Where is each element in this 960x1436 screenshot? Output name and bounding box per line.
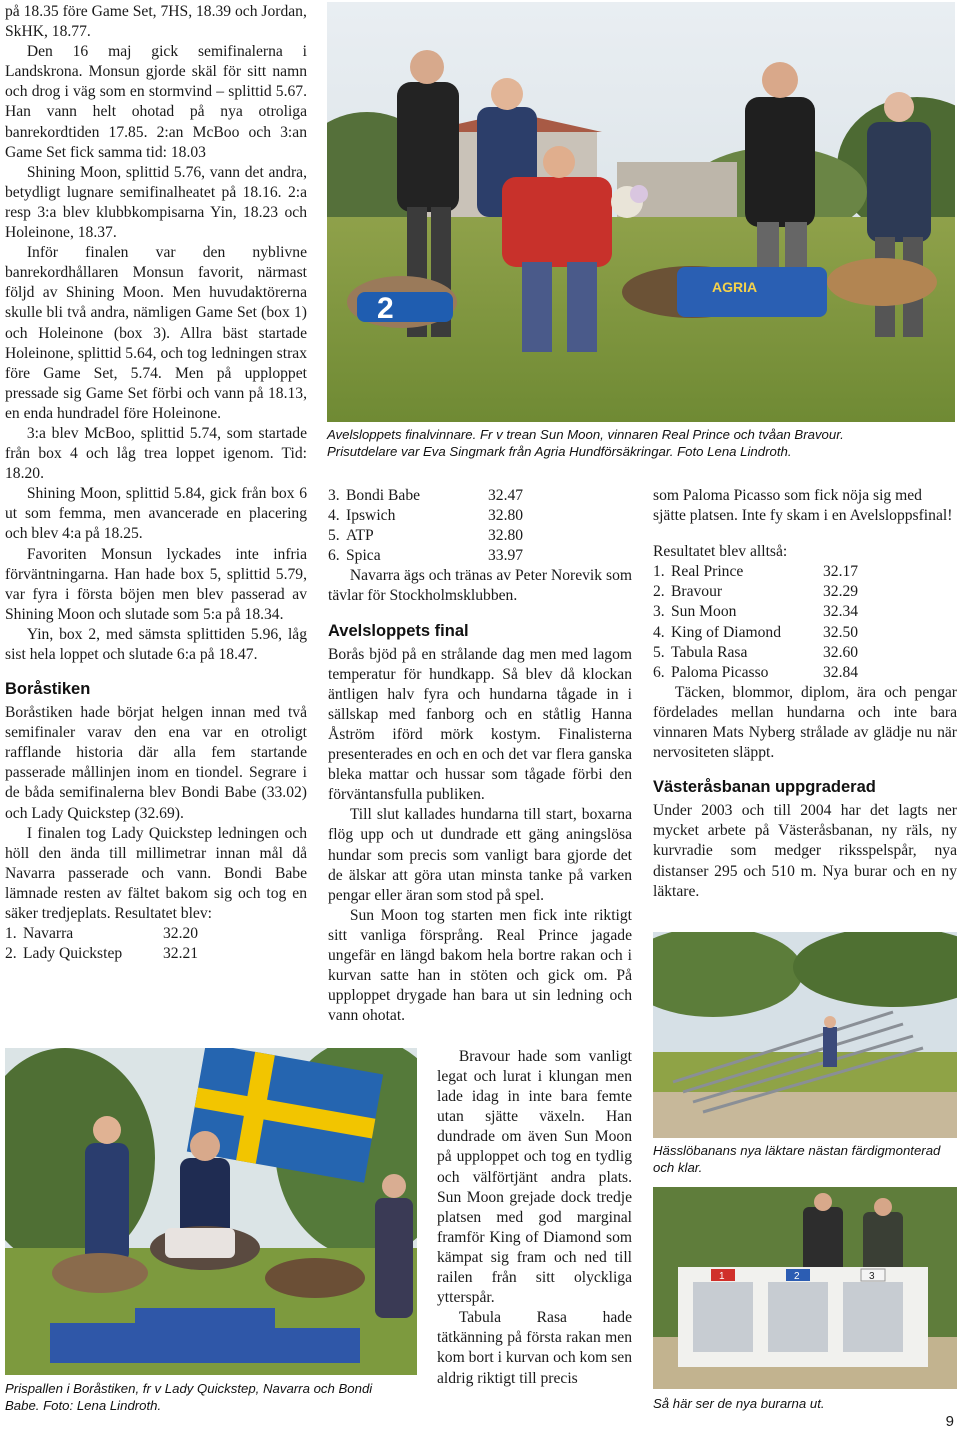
result-time: 32.29 xyxy=(823,583,859,601)
middle-p6: Tabula Rasa hade tätkänning på första rakan men kom bort i kurvan och kom sen aldrig riktigt till precis xyxy=(437,1309,632,1387)
right-p2: Resultatet blev alltså: xyxy=(653,543,788,561)
result-row xyxy=(653,562,885,582)
result-name: Real Prince xyxy=(671,563,744,581)
result-name: Lady Quickstep xyxy=(23,945,123,963)
left-p9: Boråstiken hade börjat helgen innan med två semifinaler varav den ena var en otroligt rafflande historia där alla fem startande passerade mållinjen inom en tiondel. Segrare i de båda semifinalerna blev Bondi Babe (33.02) och Lady Quickstep (32.69). xyxy=(5,704,307,822)
result-rank: 1. xyxy=(653,563,665,581)
result-time: 32.47 xyxy=(488,487,524,504)
heading-borastiken: Boråstiken xyxy=(5,680,91,699)
result-rank: 3. xyxy=(328,487,340,504)
result-name: Paloma Picasso xyxy=(671,663,769,681)
blanket-number: 2 xyxy=(377,292,394,325)
photo-burar-caption: Så här ser de nya burarna ut. xyxy=(653,1396,825,1411)
result-row xyxy=(653,663,885,683)
result-row xyxy=(328,506,550,526)
left-column xyxy=(5,2,307,964)
right-p4: Under 2003 och till 2004 har det lagts ner mycket arbete på Västeråsbanan, ny räls, ny kurvradie som medger riksspelspår, nya distanser 295 och 510 m. Nya burar och en ny läktare. xyxy=(653,802,957,900)
result-time: 32.84 xyxy=(823,663,859,681)
middle-p2: Borås bjöd på en strålande dag men med lagom temperatur för hundkapp. Så blev då klockan äntligen halv fyra och hundarna tågade in i sällskap med fanborg och en ståtlig Hanna Åström iförd mörk kostym. Finalisterna presenterades en och en och det var flera ganska bleka mattar och hussar som tågade förbi den förväntansfulla publiken. xyxy=(328,645,632,804)
result-time: 32.60 xyxy=(823,643,859,661)
result-rank: 6. xyxy=(328,547,340,565)
left-p7: Favoriten Monsun lyckades inte infria förväntningarna. Han hade box 5, splittid 5.79, var fyra i första böjen men blev passerad av Shining Moon och slutade som 5:a på 18.34. xyxy=(5,545,307,623)
result-time: 32.21 xyxy=(163,945,199,963)
middle-p4: Sun Moon tog starten men fick inte riktigt sitt vanliga försprång. Real Prince jagade ungefär en längd bakom hela bortre rakan och i kurvan satte han in stöten och gick om. På upploppet drygade han bara ut sin ledning och vann ohotat. xyxy=(328,906,632,1025)
borastiken-results-cont xyxy=(328,486,550,566)
middle-column-narrow xyxy=(437,1047,632,1389)
result-name: King of Diamond xyxy=(671,623,782,641)
photo-burar-image xyxy=(653,1187,957,1389)
result-row xyxy=(653,643,885,663)
result-rank: 4. xyxy=(328,507,340,525)
middle-p5: Bravour hade som vanligt legat och lurat i klungan men lade idag in inte bara femte utan sjätte växeln. Han dundrade om även Sun Moon på upploppet och tog en tydlig och välförtjänt andra plats. Sun Moon grejade dock tredje platsen med god marginal framför King of Diamond som kämpat sig fram och ned till railen från sitt olyckliga ytterspår. xyxy=(437,1048,632,1307)
result-rank: 5. xyxy=(328,527,340,545)
result-row xyxy=(5,924,225,944)
middle-p3: Till slut kallades hundarna till start, boxarna flög upp och ut dundrade ett gäng aningslösa hundar som precis som vanligt bara gjorde det de älskar att göra utan minsta tanke på varken pengar eller äran som stod på spel. xyxy=(328,806,632,904)
result-time: 32.34 xyxy=(823,603,859,621)
photo-avelsloppet-winners xyxy=(327,2,955,422)
heading-avelsloppets-final: Avelsloppets final xyxy=(328,621,469,640)
result-name: Spica xyxy=(346,547,381,565)
result-rank: 1. xyxy=(5,925,17,943)
borastiken-results xyxy=(5,924,225,964)
left-p3: Shining Moon, splittid 5.76, vann det andra, betydligt lugnare semifinalheatet på 18.16. 2:a resp 3:a blev klubbkompisarna Yin, 18.23 och Holeinone, 18.37. xyxy=(5,163,307,242)
photo-laktare xyxy=(653,932,957,1138)
result-time: 32.80 xyxy=(488,527,524,545)
photo-burar xyxy=(653,1187,957,1389)
photo-prispallen xyxy=(5,1048,417,1375)
middle-p1: Navarra ägs och tränas av Peter Norevik som tävlar för Stockholmsklubben. xyxy=(328,567,632,605)
result-row xyxy=(653,602,885,622)
result-row xyxy=(653,582,885,602)
caption-line-2: Prisutdelare var Eva Singmark från Agria Hundförsäkringar. Foto Lena Lindroth. xyxy=(327,444,792,459)
result-name: ATP xyxy=(346,527,374,545)
left-p5: 3:a blev McBoo, splittid 5.74, som startade från box 4 och låg trea loppet igenom. Tid: 18.20. xyxy=(5,424,307,483)
photo-laktare-image xyxy=(653,932,957,1138)
result-rank: 4. xyxy=(653,623,665,641)
photo-laktare-caption: Hässlöbanans nya läktare nästan färdigmonterad och klar. xyxy=(653,1143,941,1175)
right-column xyxy=(653,486,957,902)
avelsloppet-results xyxy=(653,562,885,683)
result-name: Navarra xyxy=(23,925,74,943)
result-rank: 5. xyxy=(653,643,665,661)
result-row xyxy=(328,526,550,546)
photo-prispallen-image xyxy=(5,1048,417,1375)
result-name: Bravour xyxy=(671,583,723,601)
result-name: Ipswich xyxy=(346,507,396,525)
left-p4: Inför finalen var den nyblivne banrekordhållaren Monsun favorit, närmast följd av Shining Moon. Men huvudaktörerna skulle bli två andra, nämligen Game Set (box 1) och Holeinone (box 3). Allra bäst startade Holeinone, splittid 5.64, och tog ledningen strax före Game Set, 5.74. Men på upploppet pressade sig Game Set förbi och vann på 18.13, en enda hundradel före Holeinone. xyxy=(5,244,307,422)
box-number-1: 1 xyxy=(719,1271,725,1282)
result-name: Tabula Rasa xyxy=(671,643,748,661)
left-p2: Den 16 maj gick semifinalerna i Landskrona. Monsun gjorde skäl för sitt namn och drog i väg som en stormvind – splittid 5.67. Han vann helt ohotad på nya otroliga banrekordtiden 17.85. 2:an McBoo och 3:an Game Set fick samma tid: 18.03 xyxy=(5,43,307,161)
result-time: 32.17 xyxy=(823,563,859,581)
result-name: Sun Moon xyxy=(671,603,737,621)
result-rank: 6. xyxy=(653,663,665,681)
photo-avelsloppet-caption xyxy=(327,426,957,460)
result-row xyxy=(328,486,550,506)
result-rank: 2. xyxy=(653,583,665,601)
photo-prispallen-caption: Prispallen i Boråstiken, fr v Lady Quickstep, Navarra och Bondi Babe. Foto: Lena Lindroth. xyxy=(5,1381,373,1413)
photo-avelsloppet-image xyxy=(327,2,955,422)
heading-vasterasbanan: Västeråsbanan uppgraderad xyxy=(653,778,876,797)
result-time: 32.50 xyxy=(823,623,859,641)
right-p3: Täcken, blommor, diplom, ära och pengar fördelades mellan hundarna och inte bara vinnaren Mats Nyberg strålade av glädje nu när nervositeten släppt. xyxy=(653,683,957,762)
result-row xyxy=(328,546,550,566)
result-time: 32.20 xyxy=(163,925,199,943)
right-p1: som Paloma Picasso som fick nöja sig med sjätte platsen. Inte fy skam i en Avelsloppsfinal! xyxy=(653,487,953,525)
result-rank: 2. xyxy=(5,945,17,963)
left-p1: på 18.35 före Game Set, 7HS, 18.39 och Jordan, SkHK, 18.77. xyxy=(5,3,307,41)
box-number-2: 2 xyxy=(794,1271,800,1282)
box-number-3: 3 xyxy=(869,1271,875,1282)
caption-line-1: Avelsloppets finalvinnare. Fr v trean Sun Moon, vinnaren Real Prince och tvåan Bravour. xyxy=(327,427,844,442)
left-p8: Yin, box 2, med sämsta splittiden 5.96, låg sist hela loppet och slutade 6:a på 18.47. xyxy=(5,625,307,663)
result-row xyxy=(5,944,225,964)
page-number: 9 xyxy=(945,1413,954,1430)
middle-column xyxy=(328,486,632,1026)
result-row xyxy=(653,623,885,643)
blanket-text: AGRIA xyxy=(712,279,758,295)
result-time: 32.80 xyxy=(488,507,524,525)
result-rank: 3. xyxy=(653,603,665,621)
result-name: Bondi Babe xyxy=(346,487,421,504)
left-p6: Shining Moon, splittid 5.84, gick från box 6 ut som femma, men avancerade en placering och blev 4:a på 18.25. xyxy=(5,485,307,543)
left-p10: I finalen tog Lady Quickstep ledningen och höll den ända till millimetrar innan mål då Navarra passerade och vann. Bondi Babe lämnade resten av fältet bakom sig och tog en säker tredjeplats. Resultatet blev: xyxy=(5,824,307,923)
result-time: 33.97 xyxy=(488,547,524,565)
